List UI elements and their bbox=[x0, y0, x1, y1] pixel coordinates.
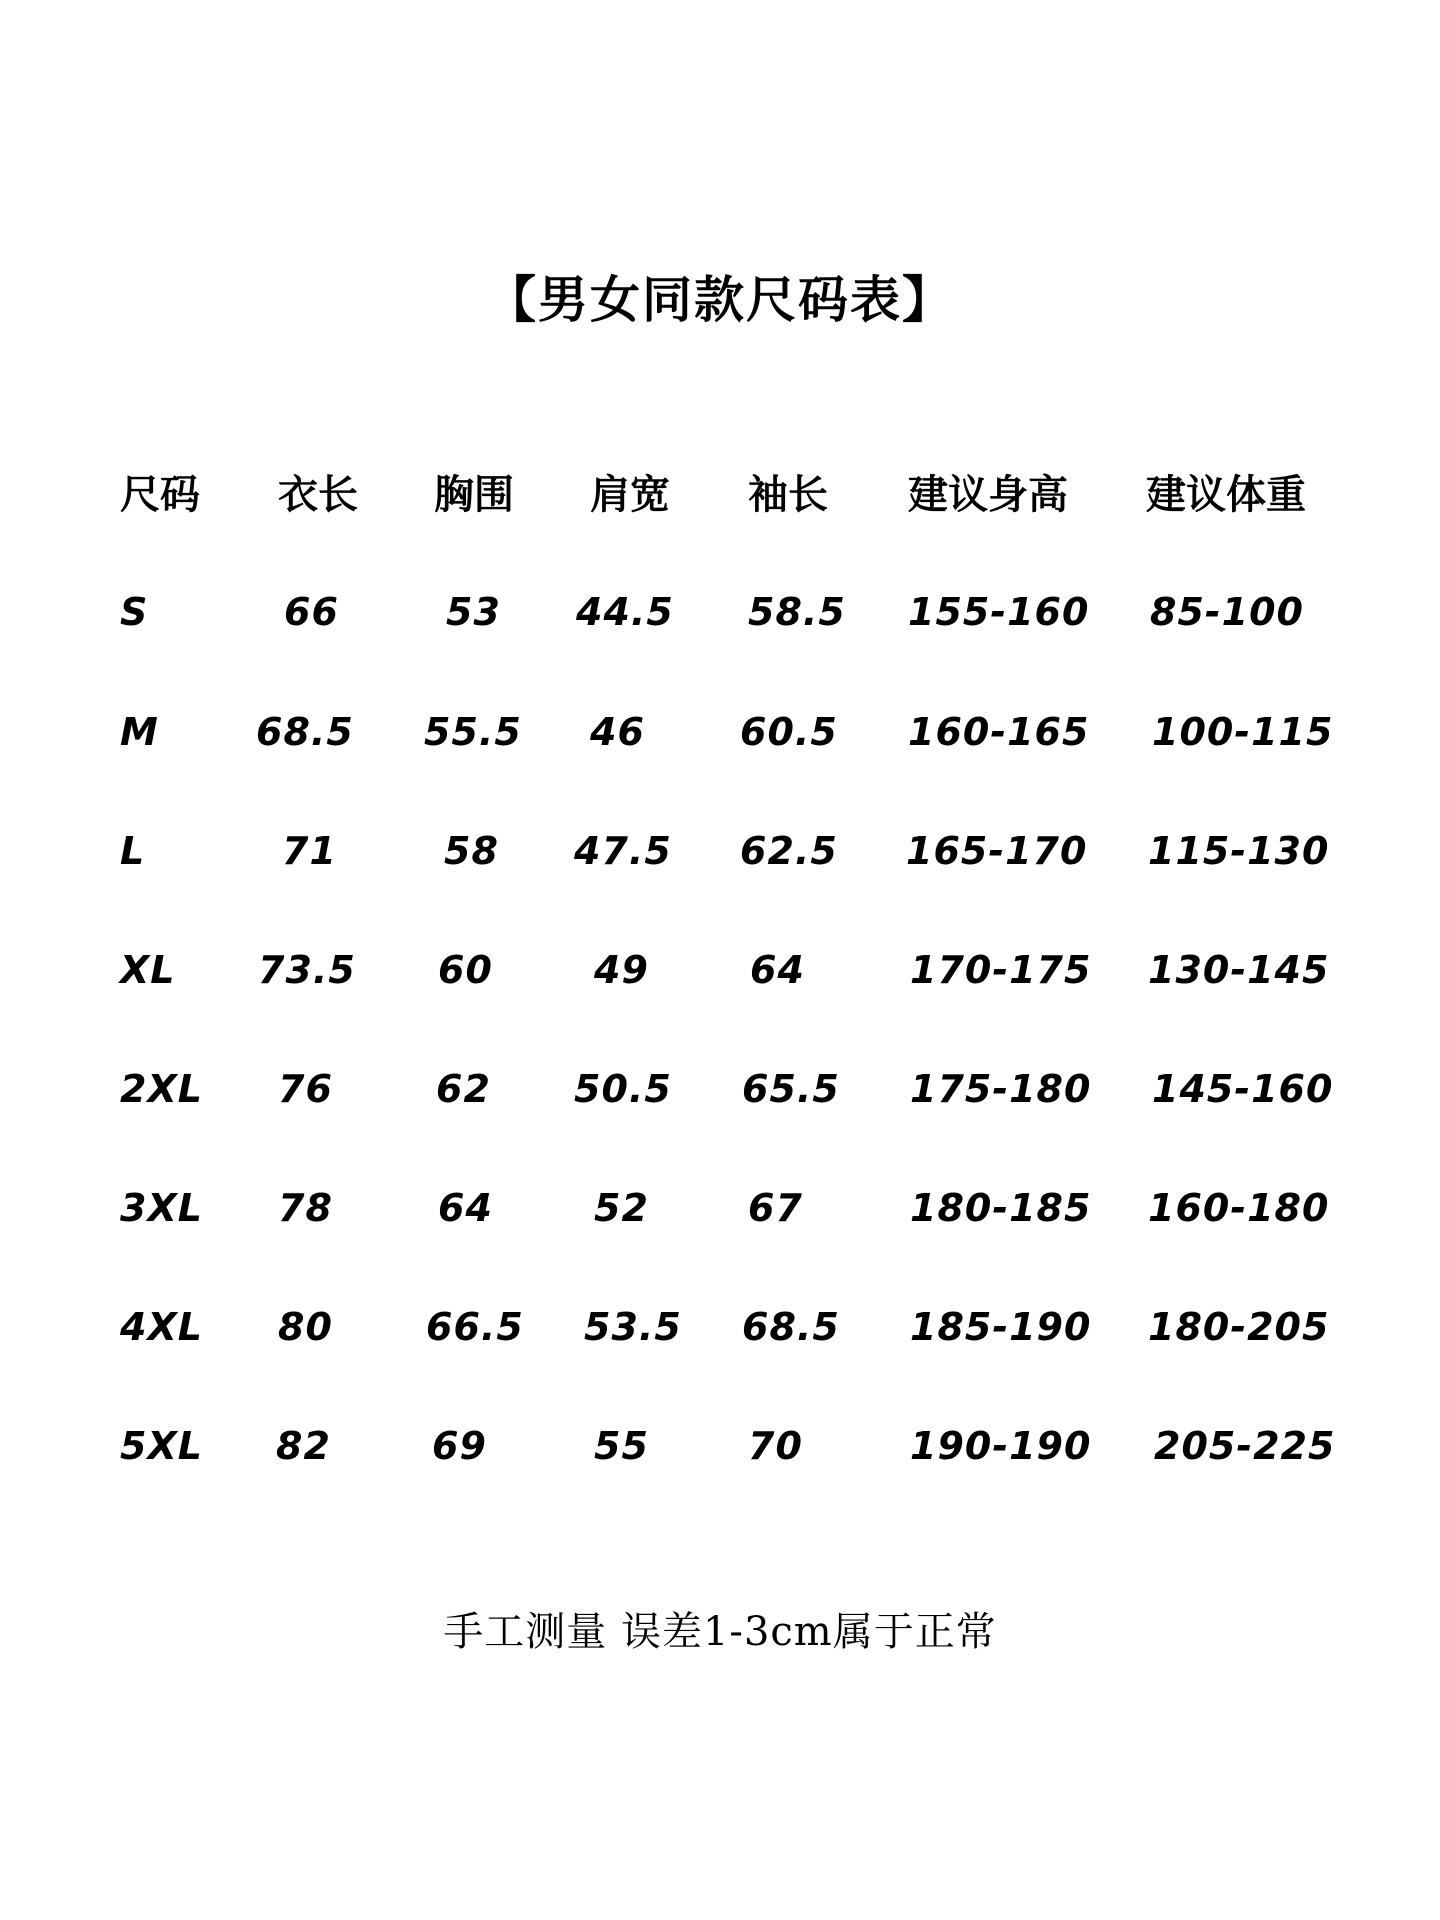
cell-sleeve: 70 bbox=[748, 1424, 803, 1468]
cell-chest: 53 bbox=[446, 590, 501, 634]
cell-length: 78 bbox=[278, 1186, 333, 1230]
cell-sleeve: 68.5 bbox=[742, 1305, 840, 1349]
cell-size: L bbox=[120, 829, 146, 873]
cell-size: XL bbox=[120, 948, 176, 992]
cell-size: 4XL bbox=[120, 1305, 203, 1349]
cell-height: 155-160 bbox=[908, 590, 1090, 634]
cell-shoulder: 47.5 bbox=[574, 829, 672, 873]
cell-shoulder: 46 bbox=[590, 710, 645, 754]
page-title: 【男女同款尺码表】 bbox=[486, 271, 954, 329]
cell-size: 5XL bbox=[120, 1424, 203, 1468]
cell-chest: 66.5 bbox=[426, 1305, 524, 1349]
cell-size: M bbox=[120, 710, 159, 754]
table-row bbox=[0, 935, 1440, 1005]
cell-shoulder: 53.5 bbox=[584, 1305, 682, 1349]
cell-shoulder: 50.5 bbox=[574, 1067, 672, 1111]
cell-length: 82 bbox=[276, 1424, 331, 1468]
cell-size: 3XL bbox=[120, 1186, 203, 1230]
cell-sleeve: 65.5 bbox=[742, 1067, 840, 1111]
cell-size: S bbox=[120, 590, 149, 634]
table-row bbox=[0, 1411, 1440, 1481]
cell-height: 180-185 bbox=[910, 1186, 1092, 1230]
cell-sleeve: 67 bbox=[748, 1186, 803, 1230]
measurement-note: 手工测量 误差1-3cm属于正常 bbox=[443, 1609, 997, 1655]
cell-shoulder: 49 bbox=[594, 948, 649, 992]
header-sleeve: 袖长 bbox=[748, 472, 828, 518]
cell-weight: 205-225 bbox=[1154, 1424, 1336, 1468]
cell-shoulder: 52 bbox=[594, 1186, 649, 1230]
cell-length: 66 bbox=[284, 590, 339, 634]
cell-chest: 64 bbox=[438, 1186, 493, 1230]
cell-size: 2XL bbox=[120, 1067, 203, 1111]
cell-height: 165-170 bbox=[906, 829, 1088, 873]
header-length: 衣长 bbox=[278, 472, 358, 518]
cell-length: 80 bbox=[278, 1305, 333, 1349]
cell-weight: 160-180 bbox=[1148, 1186, 1330, 1230]
header-height: 建议身高 bbox=[908, 472, 1068, 518]
cell-length: 76 bbox=[278, 1067, 333, 1111]
cell-shoulder: 55 bbox=[594, 1424, 649, 1468]
cell-sleeve: 60.5 bbox=[740, 710, 838, 754]
cell-weight: 130-145 bbox=[1148, 948, 1330, 992]
table-row bbox=[0, 1054, 1440, 1124]
cell-weight: 100-115 bbox=[1152, 710, 1334, 754]
cell-sleeve: 62.5 bbox=[740, 829, 838, 873]
cell-chest: 58 bbox=[444, 829, 499, 873]
cell-height: 170-175 bbox=[910, 948, 1092, 992]
cell-height: 175-180 bbox=[910, 1067, 1092, 1111]
cell-sleeve: 58.5 bbox=[748, 590, 846, 634]
cell-chest: 69 bbox=[432, 1424, 487, 1468]
header-weight: 建议体重 bbox=[1146, 472, 1306, 518]
cell-weight: 145-160 bbox=[1152, 1067, 1334, 1111]
table-row bbox=[0, 697, 1440, 767]
cell-chest: 60 bbox=[438, 948, 493, 992]
table-row bbox=[0, 577, 1440, 647]
cell-length: 73.5 bbox=[258, 948, 356, 992]
header-shoulder: 肩宽 bbox=[590, 472, 670, 518]
cell-length: 71 bbox=[282, 829, 337, 873]
cell-height: 190-190 bbox=[910, 1424, 1092, 1468]
cell-chest: 55.5 bbox=[424, 710, 522, 754]
cell-sleeve: 64 bbox=[750, 948, 805, 992]
cell-height: 185-190 bbox=[910, 1305, 1092, 1349]
cell-height: 160-165 bbox=[908, 710, 1090, 754]
cell-weight: 115-130 bbox=[1148, 829, 1330, 873]
table-row bbox=[0, 816, 1440, 886]
header-chest: 胸围 bbox=[434, 472, 514, 518]
cell-shoulder: 44.5 bbox=[576, 590, 674, 634]
cell-chest: 62 bbox=[436, 1067, 491, 1111]
cell-weight: 180-205 bbox=[1148, 1305, 1330, 1349]
table-row bbox=[0, 1173, 1440, 1243]
cell-length: 68.5 bbox=[256, 710, 354, 754]
header-size: 尺码 bbox=[120, 472, 200, 518]
table-header bbox=[0, 460, 1440, 530]
table-row bbox=[0, 1292, 1440, 1362]
cell-weight: 85-100 bbox=[1150, 590, 1304, 634]
